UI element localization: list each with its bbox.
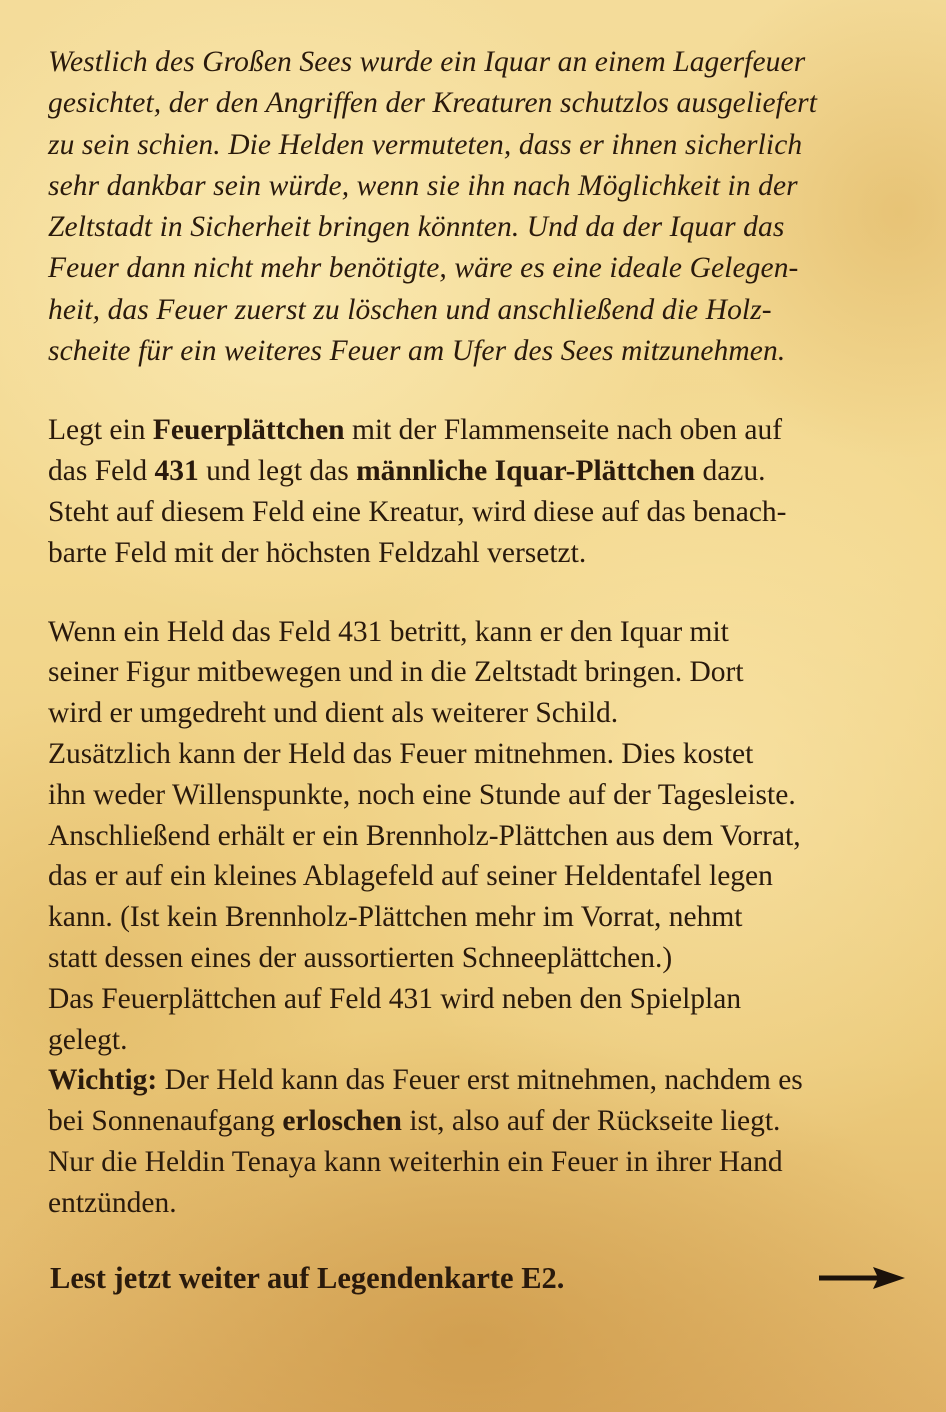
text: bei Sonnenaufgang (48, 1105, 283, 1138)
arrow-right-icon (817, 1264, 907, 1292)
text: dazu. (695, 455, 766, 488)
text: das Feld (48, 455, 155, 488)
field-number: 431 (154, 455, 199, 488)
important-line: entzünden. (48, 1186, 177, 1219)
intro-paragraph (48, 42, 918, 372)
important-line: Nur die Heldin Tenaya kann weiterhin ein Feuer in ihrer Hand (48, 1145, 783, 1178)
text: ist, also auf der Rückseite liegt. (401, 1105, 781, 1138)
intro-line: sehr dankbar sein würde, wenn sie ihn nach Möglichkeit in der (48, 169, 798, 202)
important-label: Wichtig: (48, 1064, 158, 1097)
legend-card (48, 42, 918, 1224)
rules-line: Das Feuerplättchen auf Feld 431 wird neben den Spielplan (48, 982, 742, 1015)
rules-line: wird er umgedreht und dient als weiterer Schild. (48, 697, 619, 730)
footer (50, 1256, 910, 1300)
intro-line: zu sein schien. Die Helden vermuteten, dass er ihnen sicherlich (48, 128, 803, 161)
intro-line: gesichtet, der den Angriffen der Kreaturen schutzlos ausgeliefert (48, 87, 818, 120)
rules-line: Wenn ein Held das Feld 431 betritt, kann er den Iquar mit (48, 615, 729, 648)
text: und legt das (198, 455, 357, 488)
setup-line (48, 451, 918, 492)
intro-line: Westlich des Großen Sees wurde ein Iquar an einem Lagerfeuer (48, 46, 806, 78)
rules-paragraph (48, 612, 918, 1224)
text: mit der Flammenseite nach oben auf (344, 414, 783, 447)
extinguished-term: erloschen (282, 1105, 402, 1138)
intro-line: Feuer dann nicht mehr benötigte, wäre es eine ideale Gelegen- (48, 252, 799, 285)
rules-line: ihn weder Willenspunkte, noch eine Stunde auf der Tagesleiste. (48, 778, 796, 811)
continue-instruction: Lest jetzt weiter auf Legendenkarte E2. (50, 1261, 565, 1295)
rules-line: gelegt. (48, 1023, 128, 1056)
setup-line: barte Feld mit der höchsten Feldzahl versetzt. (48, 536, 587, 569)
setup-line (48, 410, 918, 451)
intro-line: heit, das Feuer zuerst zu löschen und anschließend die Holz- (48, 293, 772, 326)
text: Der Held kann das Feuer erst mitnehmen, nachdem es (157, 1064, 803, 1097)
rules-line: das er auf ein kleines Ablagefeld auf seiner Heldentafel legen (48, 860, 773, 893)
setup-paragraph (48, 410, 918, 573)
important-line (48, 1060, 918, 1101)
rules-line: Anschließend erhält er ein Brennholz-Plättchen aus dem Vorrat, (48, 819, 801, 852)
fire-tile-term: Feuerplättchen (152, 414, 345, 447)
rules-line: Zusätzlich kann der Held das Feuer mitnehmen. Dies kostet (48, 737, 754, 770)
rules-line: kann. (Ist kein Brennholz-Plättchen mehr im Vorrat, nehmt (48, 901, 743, 934)
iquar-tile-term: männliche Iquar-Plättchen (356, 455, 696, 488)
text: Legt ein (48, 414, 153, 447)
setup-line: Steht auf diesem Feld eine Kreatur, wird diese auf das benach- (48, 495, 787, 528)
intro-line: scheite für ein weiteres Feuer am Ufer des Sees mitzunehmen. (48, 335, 786, 368)
rules-line: seiner Figur mitbewegen und in die Zeltstadt bringen. Dort (48, 656, 744, 689)
rules-line: statt dessen eines der aussortierten Schneeplättchen.) (48, 941, 673, 974)
intro-line: Zeltstadt in Sicherheit bringen könnten. Und da der Iquar das (48, 211, 785, 244)
important-line (48, 1101, 918, 1142)
